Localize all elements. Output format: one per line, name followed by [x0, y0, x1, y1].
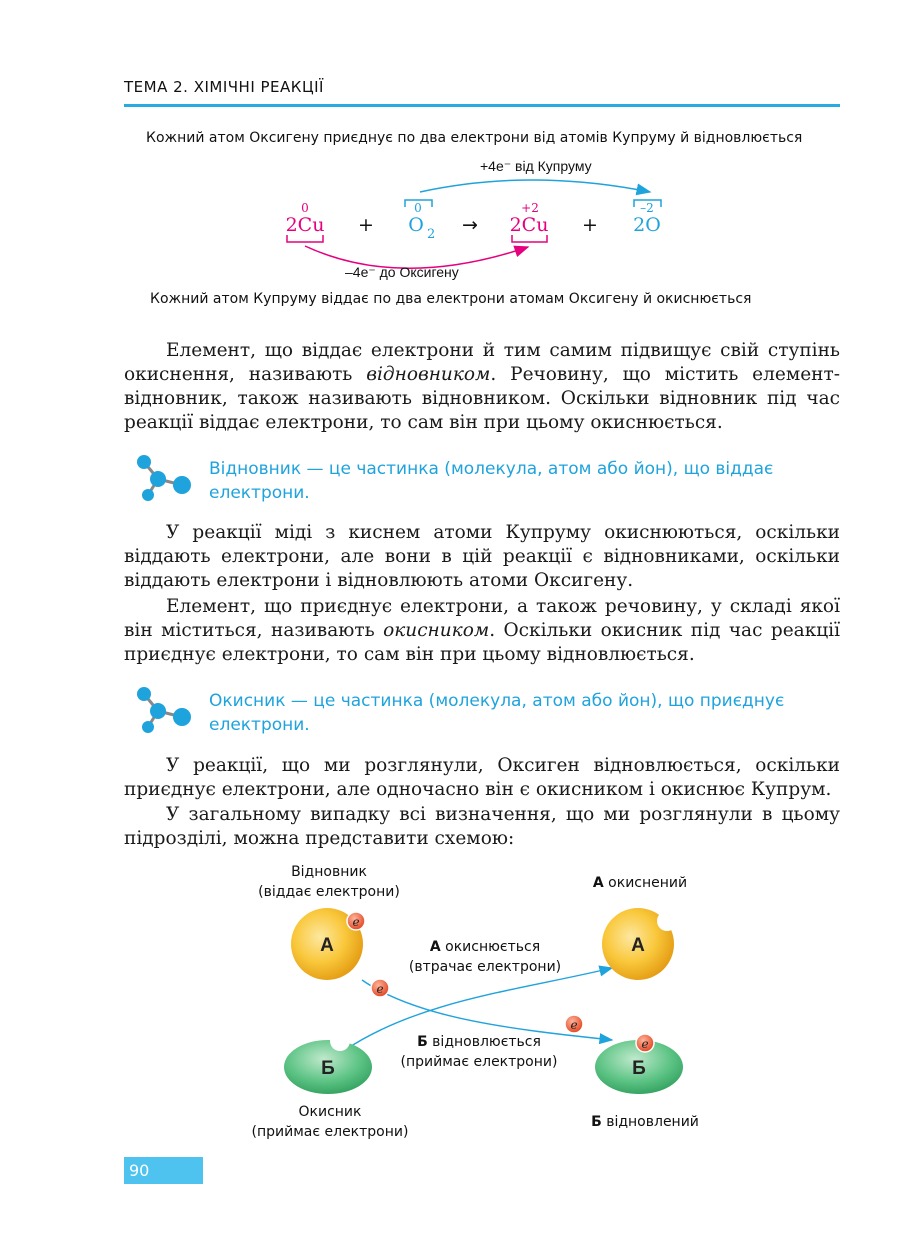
- plus-sign: +: [358, 214, 374, 236]
- o2-subscript: 2: [427, 227, 436, 242]
- paragraph-oxygen-reduced: У реакції, що ми розглянули, Оксиген відновлюється, оскільки приєднує електрони, але одночасно він є окисником і окиснює Купрум.: [124, 755, 840, 800]
- oxidation-process-label: А окиснюється (втрачає електрони): [408, 939, 562, 975]
- oxidized-label: А окиснений: [592, 875, 688, 891]
- reducer-label: Відновник (віддає електрони): [258, 864, 400, 900]
- svg-text:e: e: [570, 1018, 578, 1032]
- electron-in-transit-1: [371, 979, 389, 997]
- cu-right-term: 2Cu: [509, 214, 549, 236]
- reduction-process-label: Б відновлюється (приймає електрони): [400, 1034, 558, 1070]
- svg-text:Б: Б: [321, 1058, 335, 1079]
- term-oxidizer: окисником: [383, 620, 490, 641]
- cu-left-term: 2Cu: [285, 214, 325, 236]
- formula-top-caption: Кожний атом Оксигену приєднує по два електрони від атомів Купруму й відновлюється: [146, 130, 803, 146]
- svg-text:e: e: [376, 982, 384, 996]
- formula-bottom-caption: Кожний атом Купруму віддає по два електрони атомам Оксигену й окиснюється: [150, 291, 752, 307]
- paragraph-oxidizer: Елемент, що приєднує електрони, а також речовину, у складі якої він міститься, називають окисником. Оскільки окисник під час реакції приєднує електрони, то сам він при цьому відновлюється.: [124, 596, 840, 665]
- o-right-oxstate: –2: [640, 201, 654, 215]
- paragraph-reducer: Елемент, що віддає електрони й тим самим підвищує свій ступінь окиснення, називають відновником. Речовину, що містить елемент-відновник, також називають відновником. Оскільки відновник під час реакції віддає електрони, то сам він при цьому окиснюється.: [124, 340, 840, 433]
- oxidizer-label: Окисник (приймає електрони): [251, 1104, 409, 1140]
- plus-sign-2: +: [582, 214, 598, 236]
- svg-text:А: А: [631, 935, 645, 956]
- chapter-header: ТЕМА 2. ХІМІЧНІ РЕАКЦІЇ: [124, 78, 324, 96]
- paragraph-copper-reaction: У реакції міді з киснем атоми Купруму окиснюються, оскільки віддають електрони, але вони в цій реакції є відновниками, оскільки віддають електрони і відновлюють атоми Оксигену.: [124, 522, 840, 591]
- reduced-label: Б відновлений: [591, 1114, 699, 1130]
- electron-on-reduced: [636, 1034, 654, 1052]
- bottom-arrow-label: –4e⁻ до Оксигену: [345, 264, 459, 280]
- term-reducer: відновником: [366, 364, 491, 385]
- electron-on-reducer: [347, 912, 365, 930]
- definition-reducer: Відновник — це частинка (молекула, атом або йон), що віддає електрони.: [209, 459, 774, 503]
- svg-text:e: e: [641, 1037, 649, 1051]
- page-number: 90: [124, 1157, 203, 1184]
- top-arrow-label: +4e⁻ від Купруму: [480, 158, 592, 174]
- o2-oxstate: 0: [414, 201, 422, 215]
- electron-in-transit-2: [565, 1015, 583, 1033]
- o-right-term: 2O: [633, 214, 661, 236]
- definition-oxidizer: Окисник — це частинка (молекула, атом або йон), що приєднує електрони.: [209, 691, 785, 735]
- cu-right-oxstate: +2: [521, 201, 539, 215]
- svg-text:Б: Б: [632, 1058, 646, 1079]
- o2-term: O: [408, 214, 424, 236]
- reaction-arrow: →: [462, 214, 478, 236]
- atom-a-oxidized: [602, 908, 677, 980]
- cu-left-oxstate: 0: [301, 201, 309, 215]
- svg-text:e: e: [352, 915, 360, 929]
- atom-b-oxidizer: [284, 1031, 372, 1094]
- paragraph-scheme-intro: У загальному випадку всі визначення, що ми розглянули в цьому підрозділі, можна представити схемою:: [124, 804, 840, 849]
- svg-text:А: А: [320, 935, 334, 956]
